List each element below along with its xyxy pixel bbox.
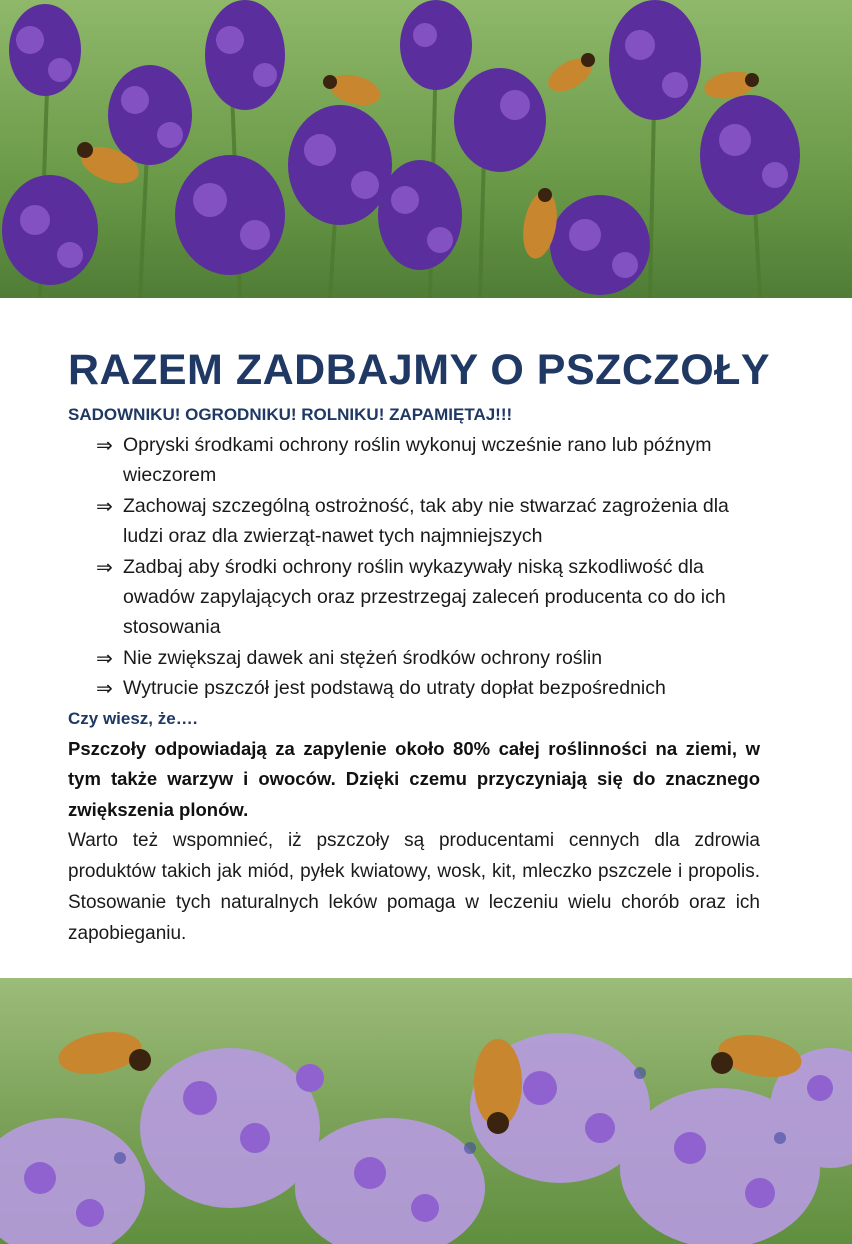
double-arrow-right-icon: ⇒ — [96, 676, 113, 701]
fact-paragraph-bold: Pszczoły odpowiadają za zapylenie około 80% całej roślinności na ziemi, w tym także warzyw i owoców. Dzięki czemu przyczyniają się do znacznego zwiększenia plonów. — [68, 737, 760, 820]
tip-text: Wytrucie pszczół jest podstawą do utraty dopłat bezpośrednich — [123, 677, 666, 700]
tip-text: Nie zwiększaj dawek ani stężeń środków ochrony roślin — [123, 646, 603, 669]
lavender-bees-illustration — [0, 978, 852, 1244]
double-arrow-right-icon: ⇒ — [96, 493, 113, 518]
audience-callout: SADOWNIKU! OGRODNIKU! ROLNIKU! ZAPAMIĘTAJ!!! — [68, 405, 513, 424]
double-arrow-right-icon: ⇒ — [96, 433, 113, 457]
tip-text: Zadbaj aby środki ochrony roślin wykazywały niską szkodliwość dla owadów zapylających oraz przestrzegaj zaleceń producenta co do ich stosowania — [123, 555, 726, 639]
list-item — [96, 643, 760, 673]
list-item — [96, 552, 760, 643]
lavender-bees-illustration — [0, 0, 852, 298]
page-title: RAZEM ZADBAJMY O PSZCZOŁY — [68, 346, 771, 394]
list-item — [96, 430, 760, 491]
tip-text: Opryski środkami ochrony roślin wykonuj wcześnie rano lub późnym wieczorem — [123, 434, 712, 487]
double-arrow-right-icon: ⇒ — [96, 645, 113, 670]
list-item — [96, 673, 760, 703]
tip-text: Zachowaj szczególną ostrożność, tak aby nie stwarzać zagrożenia dla ludzi oraz dla zwierząt-nawet tych najmniejszych — [123, 494, 729, 548]
list-item — [96, 491, 760, 552]
document-body — [68, 340, 771, 949]
double-arrow-right-icon: ⇒ — [96, 554, 113, 579]
did-you-know-heading: Czy wiesz, że…. — [68, 708, 198, 728]
header-photo-lavender-bees — [0, 0, 852, 298]
fact-paragraph: Warto też wspomnieć, iż pszczoły są producentami cennych dla zdrowia produktów takich jak miód, pyłek kwiatowy, wosk, kit, mleczko pszczele i propolis. Stosowanie tych naturalnych leków pomaga w leczeniu wielu chorób oraz ich zapobieganiu. — [68, 830, 760, 945]
footer-photo-lavender-bees — [0, 978, 852, 1244]
tips-list — [68, 430, 760, 704]
